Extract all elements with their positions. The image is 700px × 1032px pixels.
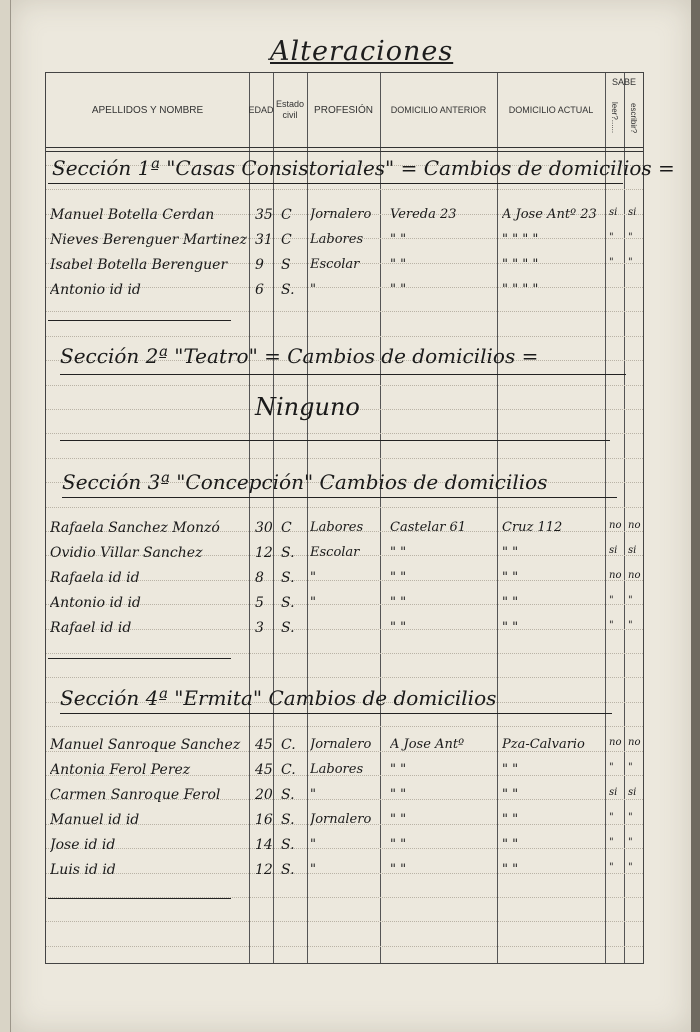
- ruled-line: [46, 921, 643, 922]
- row-esc: ": [628, 620, 633, 631]
- section-underline: [60, 374, 626, 375]
- row-age: 8: [255, 570, 264, 586]
- header-sabe: SABE: [611, 76, 636, 87]
- row-prev: " ": [390, 595, 407, 610]
- row-esc: no: [628, 737, 641, 748]
- row-leer: no: [609, 520, 622, 531]
- row-age: 9: [255, 257, 264, 273]
- row-leer: no: [609, 737, 622, 748]
- row-age: 31: [255, 232, 273, 248]
- row-prof: ": [310, 862, 316, 877]
- row-esc: ": [628, 862, 633, 873]
- row-prof: ": [310, 787, 316, 802]
- row-curr: " " " ": [502, 282, 539, 297]
- header-estado-civil: Estado civil: [275, 99, 305, 120]
- section-end-rule: [48, 320, 231, 321]
- ruled-line: [46, 385, 643, 386]
- row-curr: " ": [502, 862, 519, 877]
- row-prof: Jornalero: [310, 737, 372, 752]
- row-curr: A Jose Antº 23: [502, 207, 597, 222]
- header-rule: [46, 147, 643, 148]
- row-leer: ": [609, 257, 614, 268]
- row-prof: ": [310, 570, 316, 585]
- section-underline: [62, 497, 617, 498]
- row-esc: ": [628, 812, 633, 823]
- ruled-line: [46, 677, 643, 678]
- row-age: 6: [255, 282, 264, 298]
- row-prof: Jornalero: [310, 207, 372, 222]
- row-age: 20: [255, 787, 273, 803]
- row-civil: S.: [281, 620, 295, 636]
- row-civil: S.: [281, 570, 295, 586]
- row-name: Isabel Botella Berenguer: [50, 257, 228, 273]
- row-civil: S.: [281, 595, 295, 611]
- row-prof: Labores: [310, 520, 364, 535]
- row-name: Manuel Sanroque Sanchez: [50, 737, 241, 753]
- row-esc: no: [628, 520, 641, 531]
- row-civil: S.: [281, 862, 295, 878]
- row-prof: ": [310, 595, 316, 610]
- row-prev: " ": [390, 545, 407, 560]
- row-civil: C.: [281, 737, 296, 753]
- row-prev: " ": [390, 282, 407, 297]
- row-leer: ": [609, 862, 614, 873]
- row-prof: Escolar: [310, 257, 360, 272]
- row-leer: ": [609, 620, 614, 631]
- row-civil: S.: [281, 837, 295, 853]
- ruled-line: [46, 311, 643, 312]
- row-name: Rafael id id: [50, 620, 132, 636]
- register-table: [45, 72, 644, 964]
- row-leer: no: [609, 570, 622, 581]
- row-name: Antonia Ferol Perez: [50, 762, 191, 778]
- ruled-line: [46, 946, 643, 947]
- row-prev: " ": [390, 837, 407, 852]
- row-age: 45: [255, 737, 273, 753]
- header-leer: leer?......: [610, 102, 619, 134]
- ruled-line: [46, 653, 643, 654]
- header-escribir: escribir?: [629, 102, 638, 134]
- ruled-line: [46, 726, 643, 727]
- ruled-line: [46, 189, 643, 190]
- header-profesion: PROFESIÓN: [314, 104, 373, 116]
- row-esc: ": [628, 232, 633, 243]
- section-4-heading: Sección 4ª "Ermita" Cambios de domicilios: [60, 686, 497, 710]
- row-prof: Labores: [310, 232, 364, 247]
- row-name: Nieves Berenguer Martinez: [50, 232, 247, 248]
- row-age: 30: [255, 520, 273, 536]
- row-prev: Castelar 61: [390, 520, 467, 535]
- row-esc: si: [628, 545, 637, 556]
- col-divider: [307, 73, 308, 963]
- row-name: Antonio id id: [50, 595, 141, 611]
- row-curr: " ": [502, 812, 519, 827]
- row-age: 12: [255, 862, 273, 878]
- row-esc: si: [628, 787, 637, 798]
- ruled-line: [46, 458, 643, 459]
- header-edad: EDAD: [248, 104, 274, 115]
- row-curr: " ": [502, 570, 519, 585]
- row-prev: " ": [390, 570, 407, 585]
- row-leer: ": [609, 812, 614, 823]
- row-age: 5: [255, 595, 264, 611]
- row-age: 35: [255, 207, 273, 223]
- row-prof: Labores: [310, 762, 364, 777]
- row-curr: Cruz 112: [502, 520, 563, 535]
- row-leer: si: [609, 207, 618, 218]
- section-end-rule: [48, 898, 231, 899]
- row-prev: " ": [390, 812, 407, 827]
- row-name: Rafaela Sanchez Monzó: [50, 520, 220, 536]
- row-esc: ": [628, 595, 633, 606]
- row-civil: S.: [281, 545, 295, 561]
- row-esc: no: [628, 570, 641, 581]
- col-divider: [380, 73, 381, 963]
- row-esc: si: [628, 207, 637, 218]
- row-prev: " ": [390, 257, 407, 272]
- row-prev: " ": [390, 762, 407, 777]
- row-age: 16: [255, 812, 273, 828]
- row-name: Manuel id id: [50, 812, 140, 828]
- page-title: Alteraciones: [270, 36, 454, 67]
- row-age: 14: [255, 837, 273, 853]
- section-2-heading: Sección 2ª "Teatro" = Cambios de domicilios =: [60, 344, 539, 368]
- row-civil: C: [281, 520, 292, 536]
- header-domicilio-anterior: DOMICILIO ANTERIOR: [390, 104, 487, 115]
- row-prof: Escolar: [310, 545, 360, 560]
- row-name: Rafaela id id: [50, 570, 140, 586]
- row-esc: ": [628, 762, 633, 773]
- ruled-line: [46, 507, 643, 508]
- row-age: 3: [255, 620, 264, 636]
- row-name: Ovidio Villar Sanchez: [50, 545, 203, 561]
- row-leer: si: [609, 787, 618, 798]
- ruled-line: [46, 433, 643, 434]
- row-prev: " ": [390, 787, 407, 802]
- row-curr: " ": [502, 595, 519, 610]
- section-end-rule: [60, 440, 610, 441]
- row-esc: ": [628, 257, 633, 268]
- header-domicilio-actual: DOMICILIO ACTUAL: [508, 104, 594, 115]
- row-age: 12: [255, 545, 273, 561]
- row-name: Manuel Botella Cerdan: [50, 207, 215, 223]
- section-end-rule: [48, 658, 231, 659]
- section-1-heading: Sección 1ª "Casas Consistoriales" = Cambios de domicilios =: [52, 156, 675, 180]
- ruled-line: [46, 336, 643, 337]
- section-underline: [60, 713, 612, 714]
- row-prof: Jornalero: [310, 812, 372, 827]
- row-prev: Vereda 23: [390, 207, 457, 222]
- row-age: 45: [255, 762, 273, 778]
- row-esc: ": [628, 837, 633, 848]
- row-curr: Pza-Calvario: [502, 737, 585, 752]
- row-curr: " " " ": [502, 232, 539, 247]
- row-prev: " ": [390, 620, 407, 635]
- row-civil: S.: [281, 787, 295, 803]
- row-prof: ": [310, 282, 316, 297]
- header-rule: [46, 151, 643, 152]
- row-curr: " ": [502, 837, 519, 852]
- row-curr: " ": [502, 787, 519, 802]
- row-leer: ": [609, 595, 614, 606]
- row-leer: ": [609, 762, 614, 773]
- row-leer: ": [609, 232, 614, 243]
- row-curr: " " " ": [502, 257, 539, 272]
- header-apellidos: APELLIDOS Y NOMBRE: [91, 104, 204, 116]
- row-civil: S: [281, 257, 291, 273]
- row-leer: ": [609, 837, 614, 848]
- row-curr: " ": [502, 762, 519, 777]
- row-civil: C.: [281, 762, 296, 778]
- section-underline: [48, 183, 623, 184]
- row-prof: ": [310, 837, 316, 852]
- row-civil: S.: [281, 812, 295, 828]
- row-name: Carmen Sanroque Ferol: [50, 787, 221, 803]
- row-civil: C: [281, 207, 292, 223]
- row-curr: " ": [502, 620, 519, 635]
- section-3-heading: Sección 3ª "Concepción" Cambios de domicilios: [62, 470, 548, 494]
- row-prev: " ": [390, 232, 407, 247]
- row-name: Jose id id: [50, 837, 116, 853]
- row-civil: C: [281, 232, 292, 248]
- row-name: Antonio id id: [50, 282, 141, 298]
- row-name: Luis id id: [50, 862, 116, 878]
- row-leer: si: [609, 545, 618, 556]
- row-civil: S.: [281, 282, 295, 298]
- row-curr: " ": [502, 545, 519, 560]
- row-prev: A Jose Antº: [390, 737, 465, 752]
- row-prev: " ": [390, 862, 407, 877]
- section-2-none: Ninguno: [255, 393, 360, 421]
